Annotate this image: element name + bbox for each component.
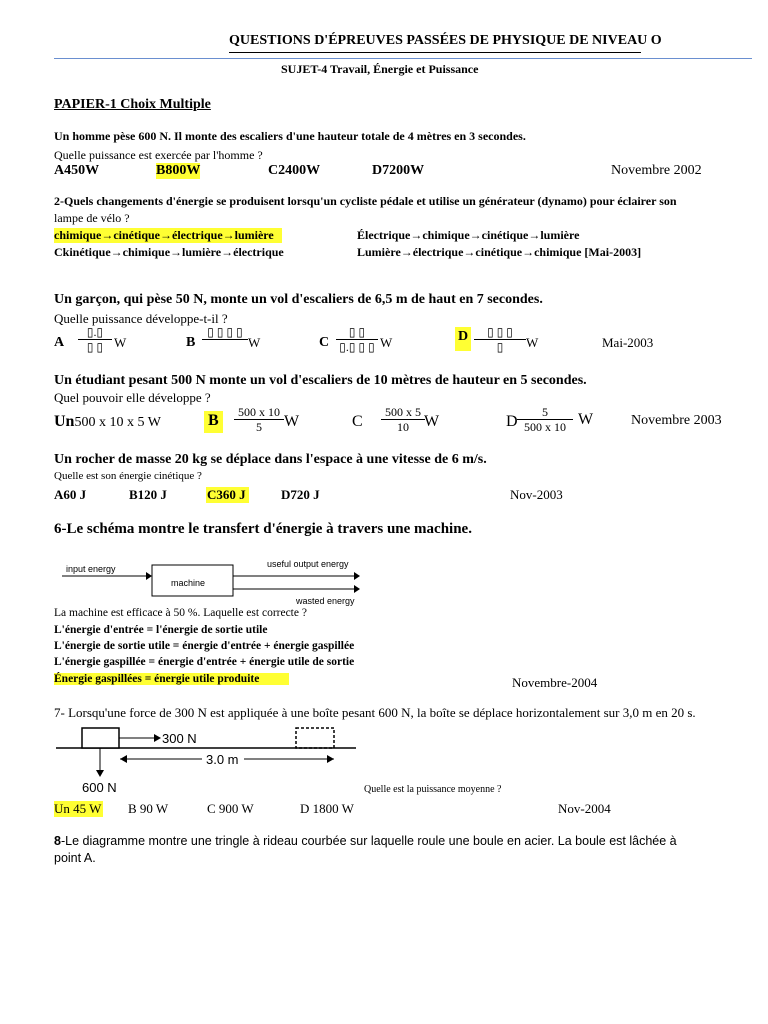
box <box>82 728 119 748</box>
q3-stem: Un garçon, qui pèse 50 N, monte un vol d'escaliers de 6,5 m de haut en 7 secondes. <box>54 292 543 307</box>
force-label: 300 N <box>162 731 197 746</box>
q5-question: Quelle est son énergie cinétique ? <box>54 470 202 482</box>
q4-option-b-letter[interactable]: B <box>204 411 223 433</box>
q4-option-c-fraction <box>381 405 425 434</box>
q3-c-numerator: ▯ ▯ <box>348 325 366 339</box>
q5-date: Nov-2003 <box>510 487 563 502</box>
q6-option-b[interactable]: L'énergie de sortie utile = énergie d'entrée + énergie gaspillée <box>54 640 355 652</box>
q7-option-c[interactable]: C 900 W <box>207 801 254 816</box>
q6-date: Novembre-2004 <box>512 675 598 690</box>
q1-option-d[interactable]: D7200W <box>372 163 425 178</box>
q1-option-b[interactable]: B800W <box>156 163 201 178</box>
q7-option-d[interactable]: D 1800 W <box>300 801 354 816</box>
machine-label: machine <box>171 578 206 588</box>
distance-label: 3.0 m <box>206 752 239 767</box>
q2-stem-line2: lampe de vélo ? <box>54 211 130 225</box>
q6-option-c[interactable]: L'énergie gaspillée = énergie d'entrée + énergie utile de sortie <box>54 656 355 668</box>
q3-b-numerator: ▯ ▯ ▯ ▯ <box>207 325 243 339</box>
box-force-diagram <box>54 724 360 794</box>
page-title: QUESTIONS D'ÉPREUVES PASSÉES DE PHYSIQUE DE NIVEAU O <box>229 33 662 48</box>
input-arrow-head <box>146 572 152 580</box>
q3-b-unit: W <box>248 335 261 350</box>
q3-d-denominator: ▯ <box>496 340 504 354</box>
q7-option-b[interactable]: B 90 W <box>128 801 169 816</box>
energy-transfer-diagram <box>54 555 366 608</box>
q3-question: Quelle puissance développe-t-il ? <box>54 311 228 326</box>
q2-option-b[interactable]: Électrique→chimique→cinétique→lumière <box>357 228 580 242</box>
q8-stem-text: -Le diagramme montre une tringle à rideau courbée sur laquelle roule une boule en acier. La boule est lâchée à <box>60 834 677 848</box>
q1-option-c[interactable]: C2400W <box>268 163 321 178</box>
q4-option-d-letter[interactable]: D <box>506 413 518 430</box>
input-energy-label: input energy <box>66 564 116 574</box>
q6-option-d[interactable]: Énergie gaspillées = énergie utile produite <box>54 673 289 685</box>
q2-option-a[interactable]: chimique→cinétique→électrique→lumière <box>54 228 282 243</box>
q5-option-b[interactable]: B120 J <box>129 487 167 502</box>
q4-question: Quel pouvoir elle développe ? <box>54 390 211 405</box>
paper-label: PAPIER-1 Choix Multiple <box>54 97 211 112</box>
q3-date: Mai-2003 <box>602 335 654 350</box>
q4-a-letter: Un <box>54 413 75 430</box>
q3-option-a-fraction <box>78 325 112 354</box>
subject-title: SUJET-4 Travail, Énergie et Puissance <box>281 62 479 76</box>
q2-option-d[interactable]: Lumière→électrique→cinétique→chimique [Mai-2003] <box>357 245 642 259</box>
q3-option-d-letter[interactable]: D <box>455 327 471 351</box>
q3-option-c-letter[interactable]: C <box>319 335 330 350</box>
q4-option-d-fraction <box>517 405 573 434</box>
weight-label: 600 N <box>82 780 117 794</box>
force-arrow-head <box>154 734 161 742</box>
q3-option-a-letter[interactable]: A <box>54 335 65 350</box>
q1-date: Novembre 2002 <box>611 163 702 178</box>
box-final-position <box>296 728 334 748</box>
fraction-bar <box>202 339 248 340</box>
distance-arrow-left <box>120 755 127 763</box>
distance-arrow-right <box>327 755 334 763</box>
q7-question: Quelle est la puissance moyenne ? <box>364 784 502 795</box>
useful-output-label: useful output energy <box>267 559 349 569</box>
q7-stem: 7- Lorsqu'une force de 300 N est appliquée à une boîte pesant 600 N, la boîte se déplace horizontalement sur 3,0 m en 20 s. <box>54 705 696 720</box>
q3-d-unit: W <box>526 335 539 350</box>
q5-option-a[interactable]: A60 J <box>54 487 87 502</box>
q4-stem: Un étudiant pesant 500 N monte un vol d'escaliers de 10 mètres de hauteur en 5 secondes. <box>54 373 587 388</box>
q1-question: Quelle puissance est exercée par l'homme ? <box>54 148 263 162</box>
q8-stem-line1 <box>54 834 677 848</box>
q3-a-denominator: ▯ ▯ <box>86 340 104 354</box>
q3-c-unit: W <box>380 335 393 350</box>
title-underline <box>229 52 641 53</box>
q2-stem-line1: 2-Quels changements d'énergie se produisent lorsqu'un cycliste pédale et utilise un générateur (dynamo) pour éclairer son <box>54 194 677 208</box>
q7-option-a[interactable]: Un 45 W <box>54 801 102 816</box>
q2-option-c[interactable]: Ckinétique→chimique→lumière→électrique <box>54 245 284 259</box>
q4-d-unit: W <box>578 411 594 428</box>
q3-c-denominator: ▯.▯ ▯ ▯ <box>339 340 375 354</box>
q3-d-numerator: ▯ ▯ ▯ <box>487 325 513 339</box>
q4-d-numerator: 5 <box>542 405 548 419</box>
q4-date: Novembre 2003 <box>631 413 722 428</box>
q4-c-denominator: 10 <box>397 420 409 434</box>
q1-option-a[interactable]: A450W <box>54 163 100 178</box>
wasted-energy-label: wasted energy <box>296 596 355 606</box>
q8-number: 8 <box>54 834 61 848</box>
q4-c-unit: W <box>424 413 440 430</box>
q3-option-b-fraction <box>202 325 248 340</box>
q4-b-unit: W <box>284 413 300 430</box>
weight-arrow-head <box>96 770 104 777</box>
q3-option-c-fraction <box>336 325 378 354</box>
q4-option-c-letter[interactable]: C <box>352 413 363 430</box>
q4-c-numerator: 500 x 5 <box>385 405 421 419</box>
wasted-arrow-head <box>354 585 360 593</box>
q4-d-denominator: 500 x 10 <box>524 420 566 434</box>
q3-a-unit: W <box>114 335 127 350</box>
q6-option-a[interactable]: L'énergie d'entrée = l'énergie de sortie utile <box>54 624 268 636</box>
q1-stem: Un homme pèse 600 N. Il monte des escaliers d'une hauteur totale de 4 mètres en 3 secondes. <box>54 129 526 143</box>
q3-option-b-letter[interactable]: B <box>186 335 196 350</box>
q3-option-d-fraction <box>474 325 526 354</box>
q4-option-b-fraction <box>234 405 284 434</box>
useful-arrow-head <box>354 572 360 580</box>
q4-b-numerator: 500 x 10 <box>238 405 280 419</box>
q5-option-d[interactable]: D720 J <box>281 487 320 502</box>
q6-stem: 6-Le schéma montre le transfert d'énergie à travers une machine. <box>54 521 472 537</box>
header-divider <box>54 58 752 59</box>
q8-stem-line2: point A. <box>54 851 96 865</box>
q4-b-denominator: 5 <box>256 420 262 434</box>
q7-date: Nov-2004 <box>558 801 611 816</box>
q5-stem: Un rocher de masse 20 kg se déplace dans l'espace à une vitesse de 6 m/s. <box>54 452 487 467</box>
q5-option-c[interactable]: C360 J <box>206 487 249 503</box>
q4-a-text: 500 x 10 x 5 W <box>74 415 161 430</box>
q6-question: La machine est efficace à 50 %. Laquelle est correcte ? <box>54 607 307 619</box>
q3-a-numerator: ▯.▯ <box>86 325 104 339</box>
q4-option-a[interactable] <box>54 413 161 431</box>
